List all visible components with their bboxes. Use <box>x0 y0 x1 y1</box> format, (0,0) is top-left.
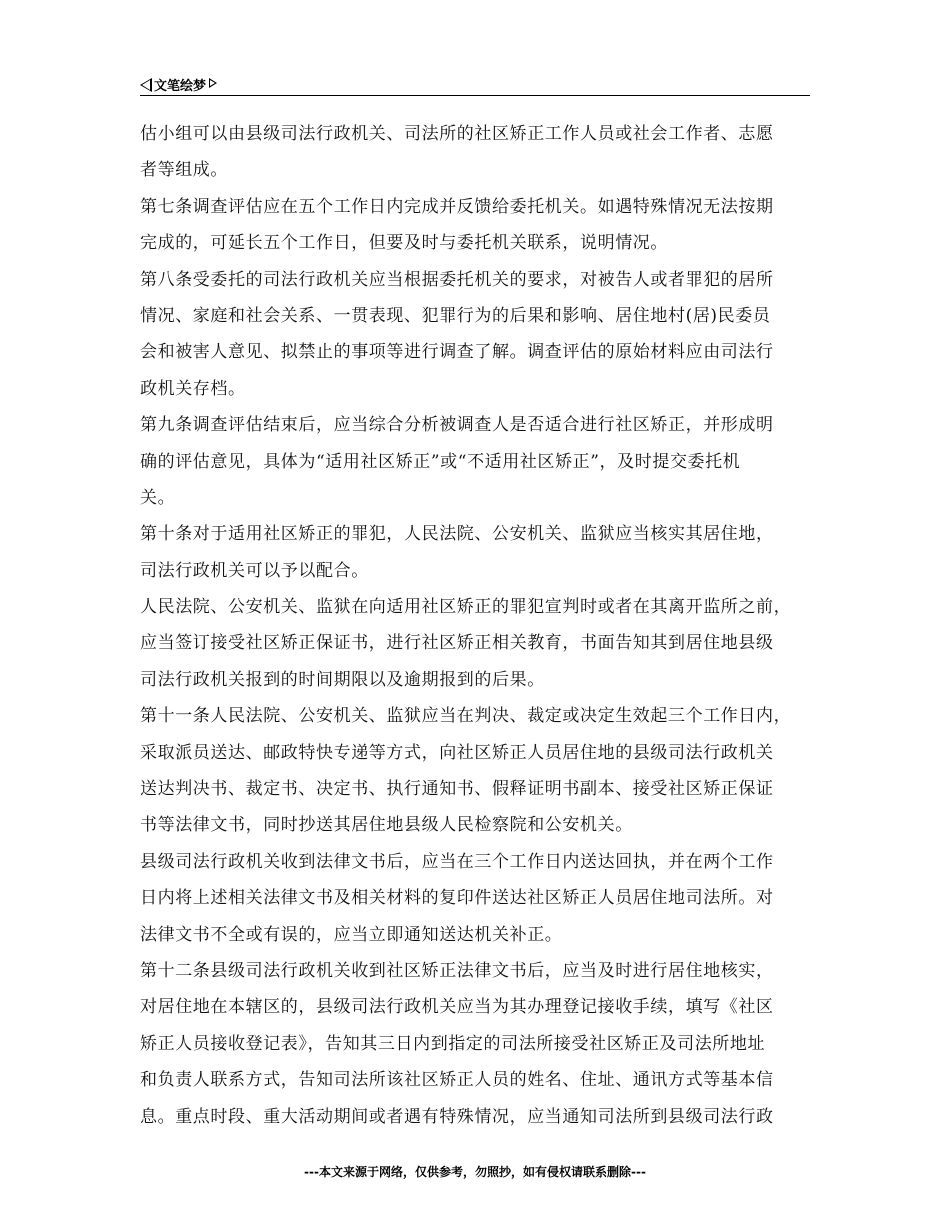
body-line: 者等组成。 <box>140 160 228 181</box>
body-line: 第十二条县级司法行政机关收到社区矫正法律文书后，应当及时进行居住地核实， <box>140 960 774 981</box>
body-line: 司法行政机关可以予以配合。 <box>140 560 369 581</box>
body-line: 司法行政机关报到的时间期限以及逾期报到的后果。 <box>140 669 545 690</box>
page-header <box>140 73 810 96</box>
header-title: 文笔绘梦 <box>154 79 207 94</box>
body-line: 第七条调查评估应在五个工作日内完成并反馈给委托机关。如遇特殊情况无法按期 <box>140 196 774 217</box>
body-line: 确的评估意见，具体为“适用社区矫正”或“不适用社区矫正”，及时提交委托机 <box>140 451 741 472</box>
body-line: 县级司法行政机关收到法律文书后，应当在三个工作日内送达回执，并在两个工作 <box>140 851 774 872</box>
document-body <box>140 116 812 1135</box>
body-line: 送达判决书、裁定书、决定书、执行通知书、假释证明书副本、接受社区矫正保证 <box>140 779 774 800</box>
body-line: 完成的，可延长五个工作日，但要及时与委托机关联系，说明情况。 <box>140 233 668 254</box>
body-line: 第十条对于适用社区矫正的罪犯，人民法院、公安机关、监狱应当核实其居住地， <box>140 524 774 545</box>
left-triangle-icon <box>140 78 152 92</box>
body-line: 关。 <box>140 487 176 508</box>
body-line: 和负责人联系方式，告知司法所该社区矫正人员的姓名、住址、通讯方式等基本信 <box>140 1070 774 1091</box>
body-line: 采取派员送达、邮政特快专递等方式，向社区矫正人员居住地的县级司法行政机关 <box>140 742 774 763</box>
body-line: 书等法律文书，同时抄送其居住地县级人民检察院和公安机关。 <box>140 815 633 836</box>
body-line: 情况、家庭和社会关系、一贯表现、犯罪行为的后果和影响、居住地村(居)民委员 <box>140 305 771 326</box>
body-line: 法律文书不全或有误的，应当立即通知送达机关补正。 <box>140 924 563 945</box>
body-line: 应当签订接受社区矫正保证书，进行社区矫正相关教育，书面告知其到居住地县级 <box>140 633 774 654</box>
body-line: 日内将上述相关法律文书及相关材料的复印件送达社区矫正人员居住地司法所。对 <box>140 888 774 909</box>
body-line: 政机关存档。 <box>140 378 246 399</box>
body-line: 第九条调查评估结束后，应当综合分析被调查人是否适合进行社区矫正，并形成明 <box>140 415 774 436</box>
right-triangle-icon <box>209 78 217 88</box>
body-line: 对居住地在本辖区的，县级司法行政机关应当为其办理登记接收手续，填写《社区 <box>140 997 774 1018</box>
body-line: 估小组可以由县级司法行政机关、司法所的社区矫正工作人员或社会工作者、志愿 <box>140 124 774 144</box>
body-line: 矫正人员接收登记表》，告知其三日内到指定的司法所接受社区矫正及司法所地址 <box>140 1033 766 1054</box>
header-logo <box>140 75 217 94</box>
body-line: 息。重点时段、重大活动期间或者遇有特殊情况，应当通知司法所到县级司法行政 <box>140 1106 774 1127</box>
footer-disclaimer: ---本文来源于网络，仅供参考，勿照抄，如有侵权请联系删除--- <box>304 1165 646 1179</box>
body-line: 会和被害人意见、拟禁止的事项等进行调查了解。调查评估的原始材料应由司法行 <box>140 342 774 363</box>
body-line: 第八条受委托的司法行政机关应当根据委托机关的要求，对被告人或者罪犯的居所 <box>140 269 774 290</box>
body-line: 第十一条人民法院、公安机关、监狱应当在判决、裁定或决定生效起三个工作日内， <box>140 706 792 727</box>
body-line: 人民法院、公安机关、监狱在向适用社区矫正的罪犯宣判时或者在其离开监所之前， <box>140 597 792 618</box>
